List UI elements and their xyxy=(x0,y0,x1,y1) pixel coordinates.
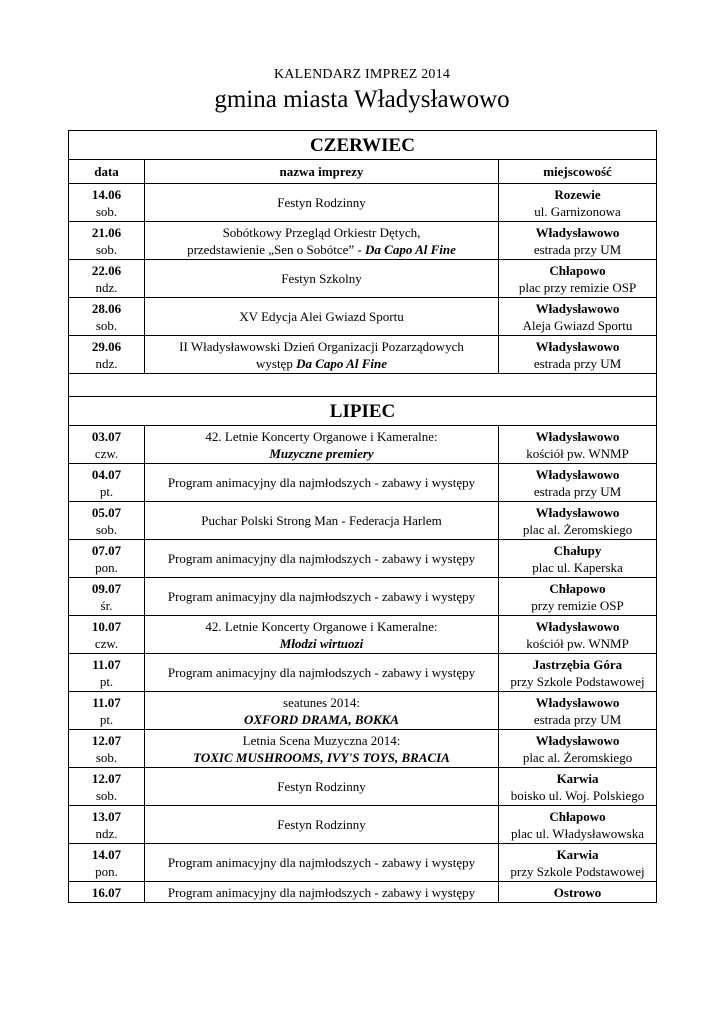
table-row xyxy=(69,222,657,260)
calendar-subtitle: KALENDARZ IMPREZ 2014 xyxy=(273,67,451,82)
event-name-cell: Program animacyjny dla najmłodszych - zabawy i występy xyxy=(145,578,499,616)
table-row xyxy=(69,464,657,502)
month-row-july xyxy=(69,397,657,426)
date-cell: 12.07 sob. xyxy=(69,730,145,768)
date-cell: 11.07 pt. xyxy=(69,692,145,730)
place-cell: Władysławowo Aleja Gwiazd Sportu xyxy=(499,298,657,336)
event-name-cell: II Władysławowski Dzień Organizacji Pozarządowych występ Da Capo Al Fine xyxy=(145,336,499,374)
table-row xyxy=(69,184,657,222)
place-cell: Karwia boisko ul. Woj. Polskiego xyxy=(499,768,657,806)
date-cell: 14.07 pon. xyxy=(69,844,145,882)
event-name-cell: Festyn Rodzinny xyxy=(145,768,499,806)
event-name-cell: Program animacyjny dla najmłodszych - zabawy i występy xyxy=(145,540,499,578)
event-name-cell: Festyn Rodzinny xyxy=(145,184,499,222)
place-cell: Władysławowo kościół pw. WNMP xyxy=(499,616,657,654)
table-row xyxy=(69,768,657,806)
place-cell: Władysławowo plac al. Żeromskiego xyxy=(499,730,657,768)
place-cell: Władysławowo estrada przy UM xyxy=(499,222,657,260)
date-cell: 21.06 sob. xyxy=(69,222,145,260)
date-cell: 10.07 czw. xyxy=(69,616,145,654)
place-cell: Ostrowo xyxy=(499,882,657,903)
place-cell: Władysławowo estrada przy UM xyxy=(499,464,657,502)
event-name-cell: XV Edycja Alei Gwiazd Sportu xyxy=(145,298,499,336)
event-name-cell: Letnia Scena Muzyczna 2014: TOXIC MUSHROOMS, IVY'S TOYS, BRACIA xyxy=(145,730,499,768)
table-row xyxy=(69,260,657,298)
place-cell: Chałupy plac ul. Kaperska xyxy=(499,540,657,578)
table-row xyxy=(69,806,657,844)
month-row-june xyxy=(69,131,657,160)
column-header-name: nazwa imprezy xyxy=(145,160,499,184)
date-cell: 11.07 pt. xyxy=(69,654,145,692)
spacer-cell xyxy=(69,374,657,397)
table-row xyxy=(69,692,657,730)
table-row xyxy=(69,298,657,336)
place-cell: Władysławowo plac al. Żeromskiego xyxy=(499,502,657,540)
event-name-cell: seatunes 2014: OXFORD DRAMA, BOKKA xyxy=(145,692,499,730)
date-cell: 07.07 pon. xyxy=(69,540,145,578)
table-row xyxy=(69,730,657,768)
events-table xyxy=(68,130,657,903)
event-name-cell: Program animacyjny dla najmłodszych - zabawy i występy xyxy=(145,882,499,903)
date-cell: 22.06 ndz. xyxy=(69,260,145,298)
document-header xyxy=(0,66,724,115)
calendar-title: gmina miasta Władysławowo xyxy=(214,86,510,113)
date-cell: 29.06 ndz. xyxy=(69,336,145,374)
month-heading: LIPIEC xyxy=(69,397,657,426)
column-header-place: miejscowość xyxy=(499,160,657,184)
event-name-cell: Program animacyjny dla najmłodszych - zabawy i występy xyxy=(145,654,499,692)
event-name-cell: 42. Letnie Koncerty Organowe i Kameralne: Muzyczne premiery xyxy=(145,426,499,464)
date-cell: 14.06 sob. xyxy=(69,184,145,222)
event-name-cell: Program animacyjny dla najmłodszych - zabawy i występy xyxy=(145,464,499,502)
place-cell: Władysławowo estrada przy UM xyxy=(499,336,657,374)
date-cell: 16.07 xyxy=(69,882,145,903)
event-name-cell: 42. Letnie Koncerty Organowe i Kameralne: Młodzi wirtuozi xyxy=(145,616,499,654)
place-cell: Chłapowo plac przy remizie OSP xyxy=(499,260,657,298)
table-row xyxy=(69,616,657,654)
date-cell: 05.07 sob. xyxy=(69,502,145,540)
date-cell: 12.07 sob. xyxy=(69,768,145,806)
column-header-row xyxy=(69,160,657,184)
table-row xyxy=(69,336,657,374)
date-cell: 09.07 śr. xyxy=(69,578,145,616)
column-header-date: data xyxy=(69,160,145,184)
table-row xyxy=(69,426,657,464)
month-heading: CZERWIEC xyxy=(69,131,657,160)
place-cell: Rozewie ul. Garnizonowa xyxy=(499,184,657,222)
table-row xyxy=(69,844,657,882)
event-name-cell: Sobótkowy Przegląd Orkiestr Dętych, przedstawienie „Sen o Sobótce” - Da Capo Al Fine xyxy=(145,222,499,260)
table-row xyxy=(69,882,657,903)
table-row xyxy=(69,578,657,616)
event-name-cell: Puchar Polski Strong Man - Federacja Harlem xyxy=(145,502,499,540)
table-row xyxy=(69,654,657,692)
place-cell: Karwia przy Szkole Podstawowej xyxy=(499,844,657,882)
table-row xyxy=(69,502,657,540)
date-cell: 28.06 sob. xyxy=(69,298,145,336)
place-cell: Władysławowo estrada przy UM xyxy=(499,692,657,730)
date-cell: 04.07 pt. xyxy=(69,464,145,502)
event-name-cell: Festyn Szkolny xyxy=(145,260,499,298)
spacer-row xyxy=(69,374,657,397)
event-name-cell: Festyn Rodzinny xyxy=(145,806,499,844)
place-cell: Chłapowo przy remizie OSP xyxy=(499,578,657,616)
place-cell: Jastrzębia Góra przy Szkole Podstawowej xyxy=(499,654,657,692)
date-cell: 13.07 ndz. xyxy=(69,806,145,844)
place-cell: Chłapowo plac ul. Władysławowska xyxy=(499,806,657,844)
date-cell: 03.07 czw. xyxy=(69,426,145,464)
place-cell: Władysławowo kościół pw. WNMP xyxy=(499,426,657,464)
event-name-cell: Program animacyjny dla najmłodszych - zabawy i występy xyxy=(145,844,499,882)
table-row xyxy=(69,540,657,578)
